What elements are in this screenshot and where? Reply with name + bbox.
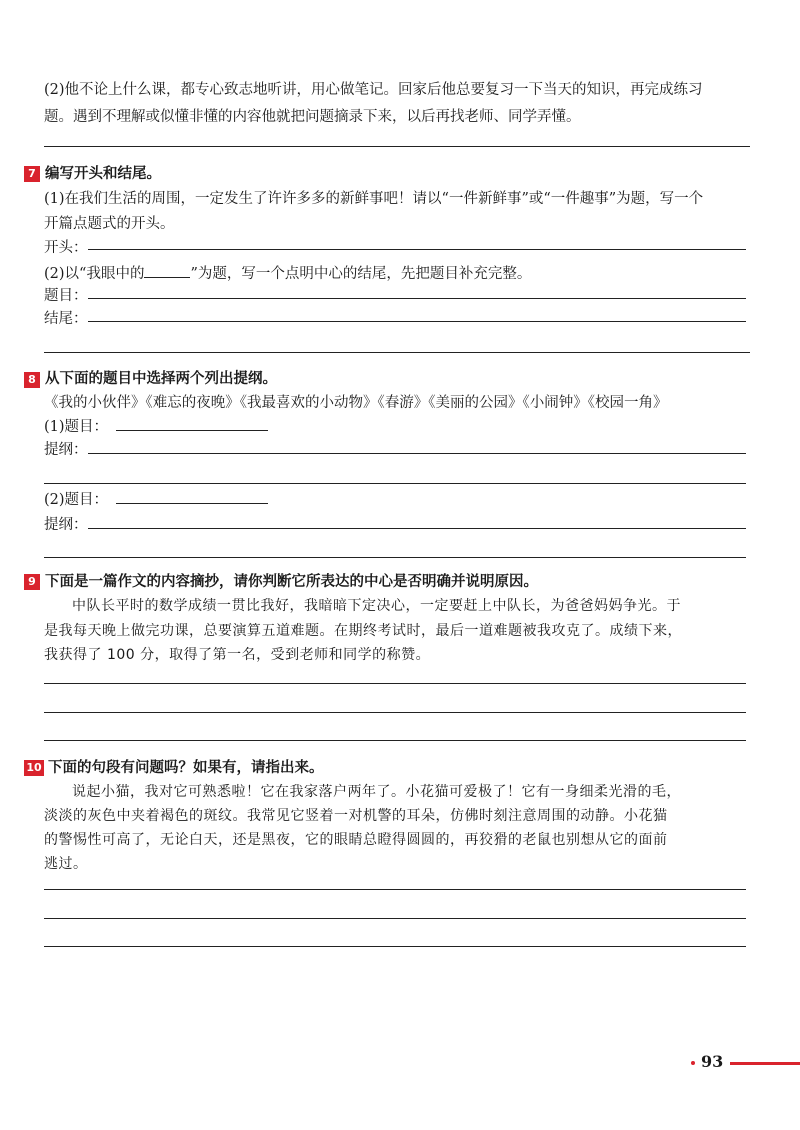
q10-passage-line1: 说起小猫，我对它可熟悉啦！它在我家落户两年了。小花猫可爱极了！它有一身细柔光滑的毛， [72,784,681,800]
q10-answer-line-2[interactable] [44,918,746,919]
q10-passage-line2: 淡淡的灰色中夹着褐色的斑纹。我常见它竖着一对机警的耳朵，仿佛时刻注意周围的动静。小花猫 [44,808,668,824]
q10-answer-line-1[interactable] [44,889,746,890]
q8-topic2-label: (2)题目： [44,492,109,508]
q7-part2-prefix: (2)以“我眼中的 [44,266,145,282]
q8-options: 《我的小伙伴》《难忘的夜晚》《我最喜欢的小动物》《春游》《美丽的公园》《小闹钟》《校园一角》 [44,395,668,411]
q7-part2-line [44,262,531,284]
q9-title: 下面是一篇作文的内容摘抄，请你判断它所表达的中心是否明确并说明原因。 [45,573,538,590]
q10-answer-line-3[interactable] [44,946,746,947]
q8-outline2-label: 提纲： [44,517,88,533]
q8-outline1-line-2[interactable] [44,483,746,484]
q8-outline2-line-1[interactable] [88,528,746,529]
q6-answer-line[interactable] [44,146,750,147]
q7-part1-line2: 开篇点题式的开头。 [44,216,175,232]
q10-title: 下面的句段有问题吗？如果有，请指出来。 [48,759,324,776]
q8-topic2-line[interactable] [116,503,268,504]
q8-topic1-label: (1)题目： [44,419,109,435]
page-number: 93 [701,1052,724,1071]
page-number-bar [730,1062,800,1065]
q10-passage-line4: 逃过。 [44,856,88,872]
q9-number-badge: 9 [24,574,40,590]
q9-answer-line-1[interactable] [44,683,746,684]
q7-part2-suffix: ”为题，写一个点明中心的结尾，先把题目补充完整。 [190,266,532,282]
q7-title: 编写开头和结尾。 [45,165,161,182]
q7-part1-line1: (1)在我们生活的周围，一定发生了许许多多的新鲜事吧！请以“一件新鲜事”或“一件趣事”为题，写一个 [44,191,704,207]
q7-opening-line[interactable] [88,249,746,250]
q8-outline2-line-2[interactable] [44,557,746,558]
q6-part2-line1: (2)他不论上什么课，都专心致志地听讲，用心做笔记。回家后他总要复习一下当天的知识，再完成练习 [44,82,703,98]
q7-ending-label: 结尾： [44,311,88,327]
page-number-dot [691,1061,695,1065]
q7-part2-blank[interactable] [144,262,190,278]
q9-passage-line3: 我获得了 100 分，取得了第一名，受到老师和同学的称赞。 [44,647,431,663]
q7-number-badge: 7 [24,166,40,182]
q10-number-badge: 10 [24,760,44,776]
q8-outline1-line-1[interactable] [88,453,746,454]
q8-title: 从下面的题目中选择两个列出提纲。 [45,370,277,387]
q7-ending-line-1[interactable] [88,321,746,322]
q7-opening-label: 开头： [44,240,88,256]
q8-outline1-label: 提纲： [44,442,88,458]
q10-passage-line3: 的警惕性可高了，无论白天，还是黑夜，它的眼睛总瞪得圆圆的，再狡猾的老鼠也别想从它的面前 [44,832,668,848]
q8-number-badge: 8 [24,372,40,388]
q9-answer-line-2[interactable] [44,712,746,713]
q8-topic1-line[interactable] [116,430,268,431]
q9-passage-line2: 是我每天晚上做完功课，总要演算五道难题。在期终考试时，最后一道难题被我攻克了。成绩下来， [44,623,682,639]
q7-ending-line-2[interactable] [44,352,750,353]
q7-title-label: 题目： [44,288,88,304]
q6-part2-line2: 题。遇到不理解或似懂非懂的内容他就把问题摘录下来，以后再找老师、同学弄懂。 [44,109,581,125]
q9-passage-line1: 中队长平时的数学成绩一贯比我好，我暗暗下定决心，一定要赶上中队长，为爸爸妈妈争光。于 [72,598,681,614]
q7-title-line[interactable] [88,298,746,299]
q9-answer-line-3[interactable] [44,740,746,741]
